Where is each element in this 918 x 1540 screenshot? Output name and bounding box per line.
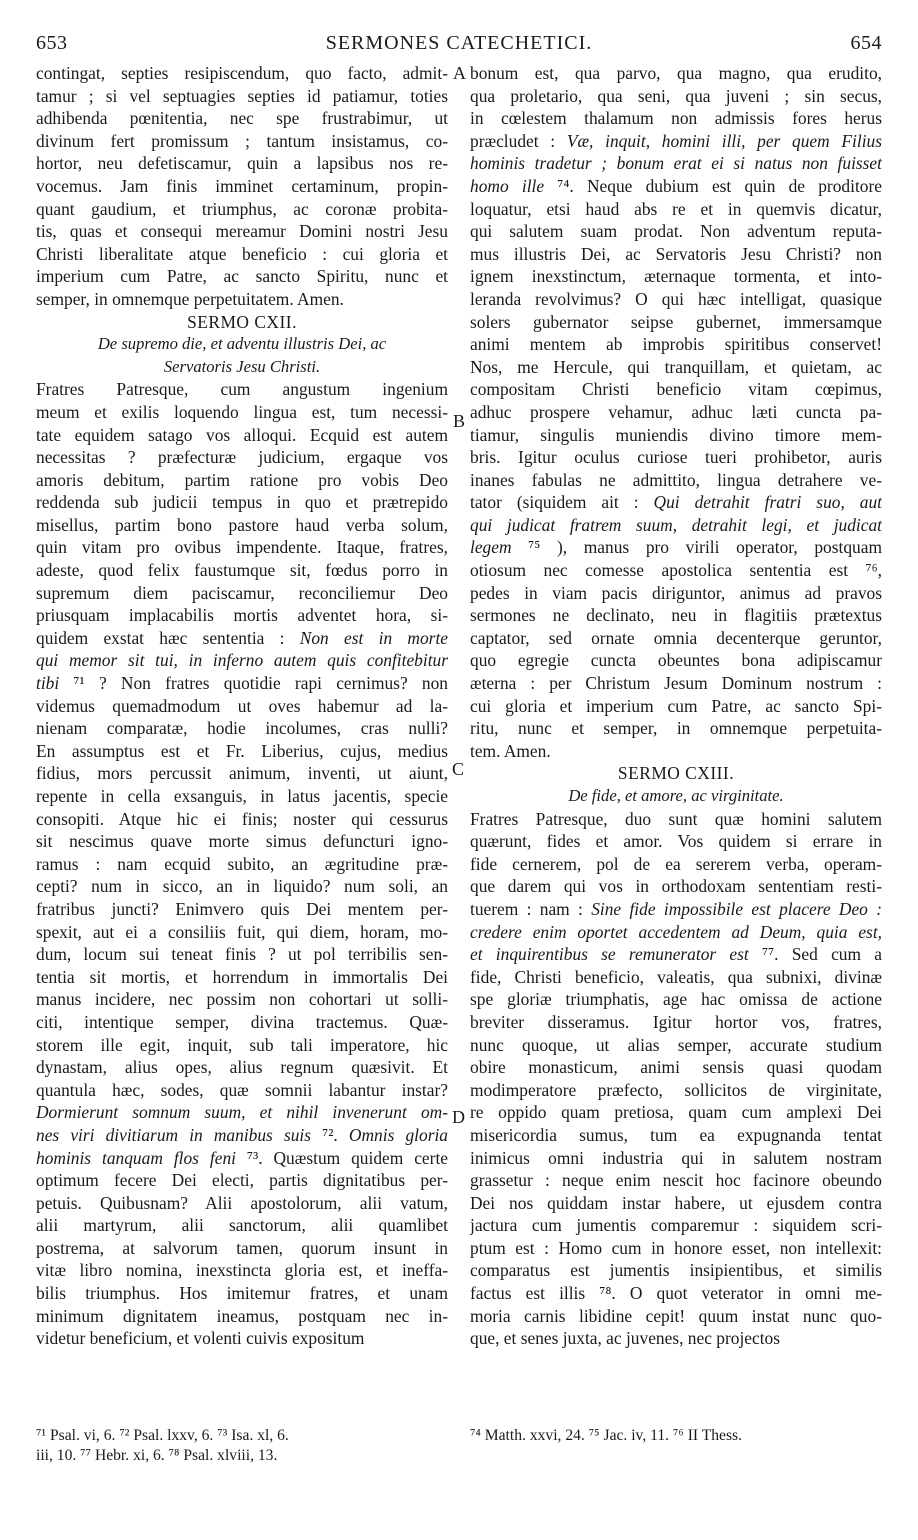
text-line: præcludet : Væ, inquit, homini illi, per quem Filius xyxy=(470,130,882,151)
text-line: re oppido quam pretiosa, quam cum amplexi Dei xyxy=(470,1102,882,1123)
text-line: bilis triumphus. Hos imitemur fratres, et unam xyxy=(36,1283,448,1304)
text-line: misellus, partim bono pastore haud verba solum, xyxy=(36,514,448,535)
text-line: breviter disseramus. Igitur hortor vos, fratres, xyxy=(470,1011,882,1032)
text-line: fide cernerem, pol de ea sererem verba, operam- xyxy=(470,853,882,874)
text-line: nunc quoque, ut alias semper, accurate studium xyxy=(470,1034,882,1055)
text-line: vocemus. Jam finis imminet certaminum, propin- xyxy=(36,175,448,196)
text-line: vitæ libro nomina, inexstincta gloria est, et ineffa- xyxy=(36,1260,448,1281)
text-line: moria carnis libidine cepit! quum instat nunc quo- xyxy=(470,1305,882,1326)
text-line: priusquam implacabilis mortis adventet hora, si- xyxy=(36,605,448,626)
text-line: alii martyrum, alii sanctorum, alii quamlibet xyxy=(36,1215,448,1236)
text-line: homo ille ⁷⁴. Neque dubium est quin de proditore xyxy=(470,175,882,196)
text-line: qui memor sit tui, in inferno autem quis confitebitur xyxy=(36,650,448,671)
text-line: inanes fabulas ne admittito, lingua detrahere ve- xyxy=(470,469,882,490)
text-line: necessitas ? præfecturæ judicium, ergaque vos xyxy=(36,447,448,468)
text-line: tentia sit mortis, et horrendum in immortalis Dei xyxy=(36,966,448,987)
text-line: tator (siquidem ait : Qui detrahit fratri suo, aut xyxy=(470,492,882,513)
left-column xyxy=(36,62,448,1350)
text-line: otiosum nec comesse apostolica sententia est ⁷⁶, xyxy=(470,560,882,581)
margin-marker-b: B xyxy=(453,411,466,431)
text-line: ritu, nunc et semper, in omnemque perpetuita- xyxy=(470,718,882,739)
text-line: quidem exstat hæc sententia : Non est in morte xyxy=(36,627,448,648)
text-line: spe gloriæ triumphatis, age hac omissa de actione xyxy=(470,989,882,1010)
text-line: hortor, neu defetiscamur, quin a lapsibus nos re- xyxy=(36,153,448,174)
text-line: storem ille egit, inquit, sub tali imperatore, hic xyxy=(36,1034,448,1055)
text-line: bris. Igitur oculus curiose tueri prohibetor, auris xyxy=(470,447,882,468)
text-line: sit nescimus quave morte simus defuncturi igno- xyxy=(36,831,448,852)
running-title: SERMONES CATECHETICI. xyxy=(325,32,593,54)
text-line: imperium cum Patre, ac sancto Spiritu, nunc et xyxy=(36,266,448,287)
text-line: divinum fert promissum ; tantum insistamus, co- xyxy=(36,130,448,151)
text-line: ramus : nam ecquid subito, an ægritudine præ- xyxy=(36,853,448,874)
text-line: hominis tanquam flos feni ⁷³. Quæstum quidem certe xyxy=(36,1147,448,1168)
text-line: ignem inexstinctum, æternaque tormenta, et into- xyxy=(470,266,882,287)
sermon-heading: SERMO CXII. xyxy=(187,311,297,332)
running-header xyxy=(36,30,882,56)
text-line: meum et exilis loquendo lingua est, tum necessi- xyxy=(36,401,448,422)
text-line: Nos, me Hercule, qui tranquillam, et quietam, ac xyxy=(470,356,882,377)
text-line: cui gloria et imperium cum Patre, ac sancto Spi- xyxy=(470,695,882,716)
text-line: nes viri divitiarum in manibus suis ⁷². Omnis gloria xyxy=(36,1124,448,1145)
text-line: sermones ne declinato, neu in flagitiis prætextus xyxy=(470,605,882,626)
text-line: adhibenda pœnitentia, nec spe frustrabimur, ut xyxy=(36,108,448,129)
sermon-subtitle: Servatoris Jesu Christi. xyxy=(163,356,321,376)
text-line: qui judicat fratrem suum, detrahit legi, et judicat xyxy=(470,514,882,535)
text-line: compositam Christi beneficio vitam cœpimus, xyxy=(470,379,882,400)
text-line: postrema, at salvorum tamen, quorum insunt in xyxy=(36,1237,448,1258)
text-line: dum, locum sui teneat finis ? ut pol terribilis sen- xyxy=(36,944,448,965)
margin-marker-a: A xyxy=(453,63,466,83)
text-line: manus incidere, nec possim non cohortari ut solli- xyxy=(36,989,448,1010)
text-line: mus illustris Dei, ac Servatoris Jesu Christi? non xyxy=(470,243,882,264)
text-line: Dei nos quiddam instar habere, ut ejusdem contra xyxy=(470,1192,882,1213)
text-line: Dormierunt somnum suum, et nihil invenerunt om- xyxy=(36,1102,448,1123)
text-line: spexit, aut ei a consiliis fuit, qui diem, horam, mo- xyxy=(36,921,448,942)
text-line: qua proletario, qua seni, qua juveni ; sin secus, xyxy=(470,85,882,106)
text-line: petuis. Quibusnam? Alii apostolorum, alii vatum, xyxy=(36,1192,448,1213)
text-line: tuerem : nam : Sine fide impossibile est placere Deo : xyxy=(470,898,882,919)
text-line: solers gubernator seipse gubernet, immersamque xyxy=(470,311,882,332)
text-line: animi mentem ab improbis spiritibus conservet! xyxy=(470,334,882,355)
text-line: in cœlestem thalamum non admissis fores herus xyxy=(470,108,882,129)
text-line: repente in cella exsanguis, in latus jacentis, specie xyxy=(36,786,448,806)
text-line: tamur ; si vel septuagies septies id patiamur, toties xyxy=(36,85,448,106)
text-line: comparatus est jumentis insipientibus, et similis xyxy=(470,1260,882,1281)
text-line: obire monasticum, animi sensis quasi quodam xyxy=(470,1057,882,1078)
margin-marker-d: D xyxy=(452,1107,465,1127)
right-column xyxy=(470,62,882,1350)
text-line: grassetur : neque enim nescit hoc facinore obeundo xyxy=(470,1170,882,1191)
text-line: quin vitam pro ovibus impendente. Itaque, fratres, xyxy=(36,537,448,558)
sermon-subtitle: De supremo die, et adventu illustris Dei, ac xyxy=(97,334,387,354)
text-line: supremum diem paciscamur, reconciliemur Deo xyxy=(36,582,448,603)
text-line: optimum fecere Dei electi, partis dignitatibus per- xyxy=(36,1170,448,1191)
margin-marker-c: C xyxy=(452,759,465,779)
text-line: pedes in viam pacis diriguntor, animus ad pravos xyxy=(470,582,882,603)
text-line: quærunt, fides et amor. Vos quidem si errare in xyxy=(470,831,882,852)
text-line: que, et senes juxta, ac juvenes, nec projectos xyxy=(470,1328,781,1349)
text-line: quo egregie cuncta obeuntes bona adipiscamur xyxy=(470,650,882,671)
text-line: legem ⁷⁵ ), manus pro virili operator, postquam xyxy=(470,537,882,558)
text-line: Christi liberalitate atque beneficio : cui gloria et xyxy=(36,243,448,264)
text-line: minimum dignitatem ineamus, postquam nec in- xyxy=(36,1305,448,1326)
text-line: tiamur, singulis muniendis divino timore mem- xyxy=(470,424,882,445)
text-line: adhuc prospere vehamur, adhuc læti cuncta pa- xyxy=(470,401,882,422)
text-line: ptum est : Homo cum in honore esset, non intellexit: xyxy=(470,1237,882,1258)
text-line: et inquirentibus se remunerator est ⁷⁷. Sed cum a xyxy=(470,944,882,965)
text-line: contingat, septies resipiscendum, quo facto, admit- xyxy=(36,63,448,83)
text-line: loquatur, etsi haud abs re et in quemvis dicatur, xyxy=(470,198,882,219)
text-line: Fratres Patresque, duo sunt quæ homini salutem xyxy=(470,808,882,829)
text-line: adeste, quod felix faustumque sit, fœdus porro in xyxy=(36,560,448,581)
footnote-line: ⁷⁴ Matth. xxvi, 24. ⁷⁵ Jac. iv, 11. ⁷⁶ II Thess. xyxy=(470,1427,742,1444)
footnote-line: iii, 10. ⁷⁷ Hebr. xi, 6. ⁷⁸ Psal. xlviii, 13. xyxy=(36,1447,278,1464)
text-line: credere enim oportet accedentem ad Deum, quia est, xyxy=(470,921,882,942)
text-line: modimperatore præfecto, sollicitos de virginitate, xyxy=(470,1079,882,1100)
text-line: qui salutem suam prodat. Non adventum reputa- xyxy=(470,221,882,242)
text-line: cepti? num in sicco, an in liquido? num soli, an xyxy=(36,876,448,897)
text-line: Fratres Patresque, cum angustum ingenium xyxy=(36,379,448,400)
text-line: fratribus juncti? Enimvero quis Dei mentem per- xyxy=(36,898,448,919)
footnote-line: ⁷¹ Psal. vi, 6. ⁷² Psal. lxxv, 6. ⁷³ Isa. xl, 6. xyxy=(36,1427,289,1444)
text-line: leranda revolvimus? O qui hæc intelligat, quasique xyxy=(470,288,882,309)
page-number-right: 654 xyxy=(850,32,882,54)
text-line: dynastam, alius opes, alius regnum quæsivit. Et xyxy=(36,1057,448,1078)
text-line: consopiti. Atque hic ei finis; noster qui cessurus xyxy=(36,808,448,829)
text-line: factus est illis ⁷⁸. O quot veterator in omni me- xyxy=(470,1283,882,1304)
text-line: inimicus omni industria qui in salutem nostram xyxy=(470,1147,882,1168)
text-line: videmus quemadmodum ut oves habemur ad la- xyxy=(36,695,448,716)
text-line: citi, intentique semper, divina tractemus. Quæ- xyxy=(36,1011,448,1032)
sermon-heading: SERMO CXIII. xyxy=(617,763,735,784)
text-line: tibi ⁷¹ ? Non fratres quotidie rapi cernimus? non xyxy=(36,673,448,694)
page-number-left: 653 xyxy=(36,32,68,54)
text-line: misericordia sumus, tum ea expugnanda tentat xyxy=(470,1124,882,1145)
text-line: que darem qui vos in orthodoxam sententiam resti- xyxy=(470,876,882,897)
text-line: reddenda sub judicii tempus in quo et prætrepido xyxy=(36,492,448,513)
text-line: jactura cum jumentis comparemur : siquidem scri- xyxy=(470,1215,882,1236)
footnotes-right xyxy=(470,1426,882,1446)
text-line: fide, Christi beneficio, valeatis, qua subnixi, divinæ xyxy=(470,966,882,987)
text-line: tem. Amen. xyxy=(470,740,551,761)
text-line: quantula hæc, sodes, quæ somnii labantur instar? xyxy=(36,1079,448,1100)
text-line: quant gaudium, et triumphus, ac coronæ probita- xyxy=(36,198,448,219)
text-line: amoris debitum, partim ratione pro vobis Deo xyxy=(36,469,448,490)
text-line: tate equidem satago vos alloqui. Ecquid est autem xyxy=(36,424,448,445)
sermon-subtitle: De fide, et amore, ac virginitate. xyxy=(568,786,784,805)
text-line: æterna : per Christum Jesum Dominum nostrum : xyxy=(470,673,882,694)
text-line: captator, sed ornate omnia decenterque geruntor, xyxy=(470,627,882,648)
text-line: bonum est, qua parvo, qua magno, qua erudito, xyxy=(470,63,882,83)
footnotes-left xyxy=(36,1426,448,1466)
text-line: fidius, mors percussit animum, inventi, ut aiunt, xyxy=(36,763,448,784)
text-line: hominis tradetur ; bonum erat ei si natus non fuisset xyxy=(470,153,882,174)
text-line: nienam comparatæ, hodie incolumes, cras nulli? xyxy=(36,718,448,739)
text-line: En assumptus est et Fr. Liberius, cujus, medius xyxy=(36,740,448,761)
text-line: videtur beneficium, et volenti cuivis expositum xyxy=(36,1328,365,1349)
text-line: tis, quas et consequi mereamur Domini nostri Jesu xyxy=(36,221,448,242)
text-line: semper, in omnemque perpetuitatem. Amen. xyxy=(36,288,344,309)
